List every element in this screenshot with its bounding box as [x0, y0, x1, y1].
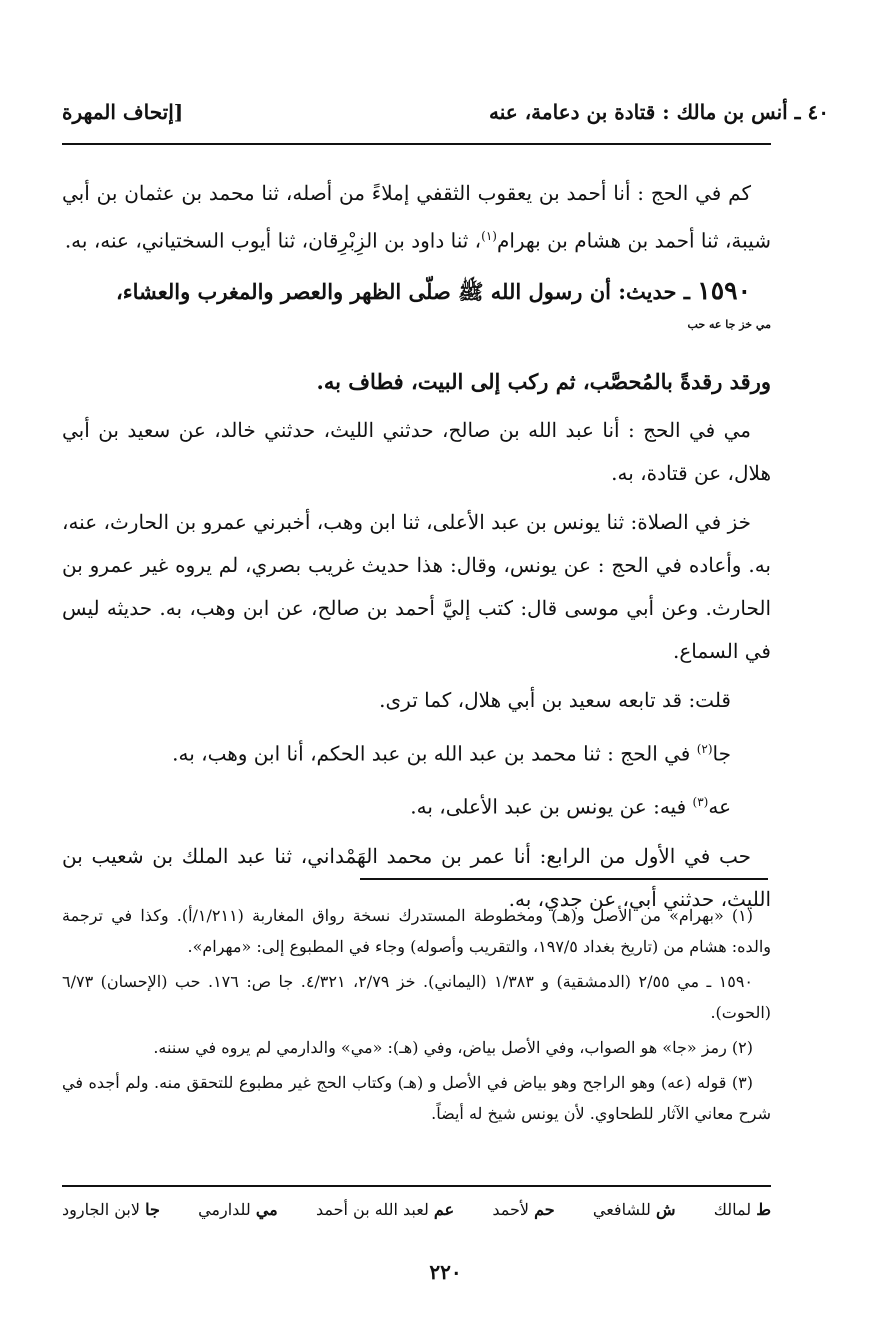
paragraph-ibn-hibban: حب في الأول من الرابع: أنا عمر بن محمد الهَمْداني، ثنا عبد الملك بن شعيب بن الليث، حدثني أبي، عن جدي، به.	[62, 843, 771, 911]
legend-desc: لأحمد	[492, 1200, 530, 1219]
footnote-ref-1: (١)	[481, 229, 497, 243]
legend-item	[198, 1200, 278, 1219]
hadith-entry	[62, 269, 771, 403]
legend-item	[714, 1200, 771, 1219]
paragraph-hakim	[62, 172, 771, 263]
legend-code: جا	[145, 1200, 160, 1219]
footnote-hadith-sources: ١٥٩٠ ـ مي ٢/٥٥ (الدمشقية) و ١/٣٨٣ (اليماني). خز ٢/٧٩، ٤/٣٢١. جا ص: ١٧٦. حب (الإحسان) ٦/٧٣ (الحوت).	[62, 972, 771, 1022]
footnote-rule	[360, 878, 768, 880]
footnote-3: (٣) قوله (عه) وهو الراجح وهو بياض في الأصل و (هـ) وكتاب الحج غير مطبوع للتحقق منه. ولم أجده في شرح معاني الآثار للطحاوي. لأن يونس شيخ له أيضاً.	[62, 1073, 771, 1123]
paragraph-darimi: مي في الحج : أنا عبد الله بن صالح، حدثني الليث، حدثني خالد، عن سعيد بن أبي هلال، عن قتادة، به.	[62, 417, 771, 485]
paragraph-text: كم في الحج : أنا أحمد بن يعقوب الثقفي إملاءً من أصله، ثنا محمد بن عثمان بن أبي شيبة، ثنا أحمد بن هشام بن بهرام	[62, 181, 771, 253]
hadith-source-codes: مي خز جا عه حب	[687, 317, 771, 331]
footnotes	[62, 900, 771, 1133]
paragraph-abu-awanah	[62, 781, 771, 829]
footnote-ref-2: (٢)	[696, 741, 713, 756]
legend-item	[62, 1200, 160, 1219]
source-code: عه	[708, 794, 731, 819]
paragraph-ibn-jarud	[62, 728, 771, 776]
running-header	[62, 92, 829, 132]
header-rule	[62, 143, 771, 145]
legend-code: ط	[756, 1200, 771, 1219]
paragraph-text-end: ، ثنا داود بن الزِبْرِقان، ثنا أيوب السختياني، عنه، به.	[64, 228, 482, 253]
hadith-text-continued: ورقد رقدةً بالمُحصَّب، ثم ركب إلى البيت، فطاف به.	[316, 368, 771, 394]
legend-desc: لابن الجارود	[62, 1200, 140, 1219]
hadith-text: ـ حديث: أن رسول الله ﷺ صلّى الظهر والعصر والمغرب والعشاء،	[115, 278, 698, 304]
paragraph-text: فيه: عن يونس بن عبد الأعلى، به.	[410, 794, 693, 819]
paragraph-ibn-khuzaymah: خز في الصلاة: ثنا يونس بن عبد الأعلى، ثنا ابن وهب، أخبرني عمرو بن الحارث، عنه، به. وأعاده في الحج : عن يونس، وقال: هذا حديث غريب بصري، لم يروه غير عمرو بن الحارث. وعن أبي موسى قال: كتب إليَّ أحمد بن صالح، عن ابن وهب، به. حديثه ليس في السماع.	[62, 509, 771, 663]
legend-rule	[62, 1185, 771, 1187]
legend-code: ش	[656, 1200, 676, 1219]
main-text	[62, 172, 771, 927]
header-chapter-title: ٤٠ ـ أنس بن مالك : قتادة بن دعامة، عنه	[489, 100, 829, 124]
source-code: جا	[712, 741, 731, 766]
legend-code: حم	[534, 1200, 555, 1219]
page-number: ٢٢٠	[429, 1260, 462, 1284]
legend-desc: للشافعي	[592, 1200, 651, 1219]
legend-item	[316, 1200, 454, 1219]
footnote-ref-3: (٣)	[692, 795, 709, 810]
legend-desc: للدارمي	[198, 1200, 251, 1219]
legend-desc: لمالك	[713, 1200, 752, 1219]
legend-item	[593, 1200, 676, 1219]
footnote-2: (٢) رمز «جا» هو الصواب، وفي الأصل بياض، وفي (هـ): «مي» والدارمي لم يروه في سننه.	[153, 1038, 753, 1057]
footnote-1: (١) «بهرام» من الأصل و(هـ) ومخطوطة المستدرك نسخة رواق المغاربة (١/٢١١/أ). وكذا في ترجمة والده: هشام من (تاريخ بغداد ١٩٧/٥، والتقريب وأصوله) وجاء في المطبوع إلى: «مهرام».	[62, 906, 771, 956]
legend-desc: لعبد الله بن أحمد	[315, 1200, 429, 1219]
header-book-title: [إتحاف المهرة	[62, 100, 184, 124]
legend-code: عم	[433, 1200, 455, 1219]
paragraph-comment: قلت: قد تابعه سعيد بن أبي هلال، كما ترى.	[379, 687, 731, 712]
paragraph-text: في الحج : ثنا محمد بن عبد الله بن عبد الحكم، أنا ابن وهب، به.	[172, 741, 697, 766]
legend-code: مي	[255, 1200, 278, 1219]
legend-item	[492, 1200, 554, 1219]
hadith-number: ١٥٩٠	[697, 275, 751, 305]
abbreviation-legend	[62, 1200, 771, 1219]
